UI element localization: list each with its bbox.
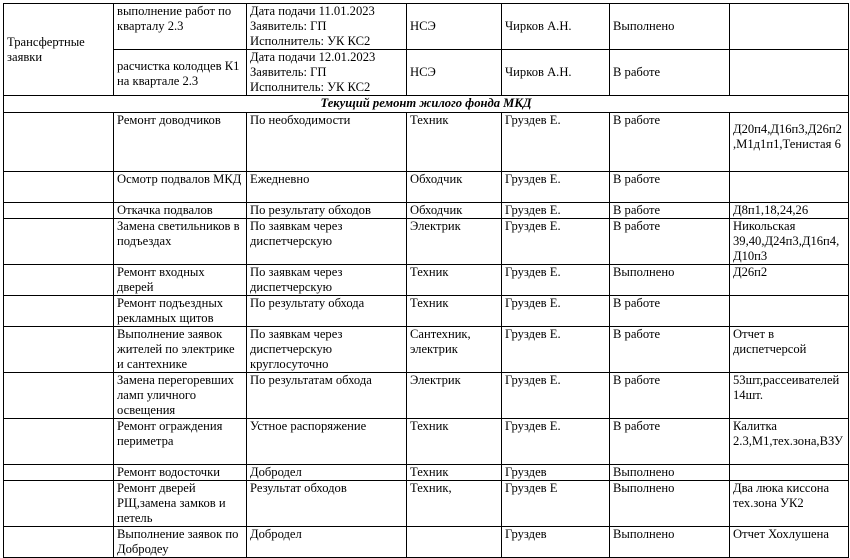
status-cell: В работе (610, 327, 730, 373)
status-cell: В работе (610, 373, 730, 419)
table-row (4, 265, 849, 296)
table-row (4, 219, 849, 265)
category-cell (4, 419, 114, 465)
schedule-cell: По заявкам через диспетчерскую (247, 265, 407, 296)
performer-cell (407, 527, 502, 558)
schedule-cell: По результату обхода (247, 296, 407, 327)
category-cell (4, 265, 114, 296)
category-cell (4, 203, 114, 219)
status-cell: В работе (610, 172, 730, 203)
note-cell: Никольская 39,40,Д24п3,Д16п4,Д10п3 (730, 219, 849, 265)
work-cell: выполнение работ по кварталу 2.3 (114, 4, 247, 50)
note-cell (730, 172, 849, 203)
responsible-cell: Груздев Е. (502, 113, 610, 172)
status-cell: В работе (610, 419, 730, 465)
performer-cell: НСЭ (407, 50, 502, 96)
responsible-cell: Груздев Е (502, 481, 610, 527)
table-row (4, 481, 849, 527)
performer-cell: Техник (407, 265, 502, 296)
note-cell: 53шт,рассеивателей 14шт. (730, 373, 849, 419)
note-cell (730, 465, 849, 481)
note-cell (730, 296, 849, 327)
schedule-cell: По заявкам через диспетчерскую круглосуточно (247, 327, 407, 373)
work-cell: Ремонт ограждения периметра (114, 419, 247, 465)
work-cell: Ремонт подъездных рекламных щитов (114, 296, 247, 327)
note-cell: Отчет Хохлушена (730, 527, 849, 558)
schedule-cell: Добродел (247, 465, 407, 481)
category-cell (4, 327, 114, 373)
status-cell: В работе (610, 50, 730, 96)
status-cell: В работе (610, 296, 730, 327)
category-cell (4, 113, 114, 172)
responsible-cell: Груздев Е. (502, 296, 610, 327)
work-cell: Выполнение заявок жителей по электрике и сантехнике (114, 327, 247, 373)
work-report-table (3, 3, 849, 558)
schedule-cell: По необходимости (247, 113, 407, 172)
performer-cell: Электрик (407, 219, 502, 265)
responsible-cell: Груздев (502, 527, 610, 558)
table-row (4, 527, 849, 558)
note-cell: Калитка 2.3,М1,тех.зона,ВЗУ (730, 419, 849, 465)
performer-cell: Техник (407, 113, 502, 172)
note-cell: Отчет в диспетчерсой (730, 327, 849, 373)
table-row (4, 419, 849, 465)
category-cell (4, 219, 114, 265)
work-cell: Ремонт доводчиков (114, 113, 247, 172)
note-cell: Два люка киссона тех.зона УК2 (730, 481, 849, 527)
note-cell: Д8п1,18,24,26 (730, 203, 849, 219)
work-cell: Замена светильников в подъездах (114, 219, 247, 265)
status-cell: Выполнено (610, 481, 730, 527)
table-row (4, 373, 849, 419)
category-cell (4, 527, 114, 558)
table-row (4, 50, 849, 96)
category-cell (4, 172, 114, 203)
responsible-cell: Чирков А.Н. (502, 4, 610, 50)
status-cell: Выполнено (610, 527, 730, 558)
performer-cell: Обходчик (407, 172, 502, 203)
responsible-cell: Груздев (502, 465, 610, 481)
status-cell: В работе (610, 203, 730, 219)
table-row (4, 4, 849, 50)
table-row (4, 465, 849, 481)
responsible-cell: Груздев Е. (502, 172, 610, 203)
performer-cell: Сантехник, электрик (407, 327, 502, 373)
performer-cell: Техник (407, 419, 502, 465)
section-title-row (4, 96, 849, 113)
note-cell: Д26п2 (730, 265, 849, 296)
work-cell: расчистка колодцев К1 на квартале 2.3 (114, 50, 247, 96)
performer-cell: Обходчик (407, 203, 502, 219)
performer-cell: Техник (407, 296, 502, 327)
note-cell (730, 4, 849, 50)
status-cell: Выполнено (610, 265, 730, 296)
status-cell: В работе (610, 219, 730, 265)
details-cell: Дата подачи 11.01.2023 Заявитель: ГП Исполнитель: УК КС2 (247, 4, 407, 50)
schedule-cell: Ежедневно (247, 172, 407, 203)
performer-cell: Электрик (407, 373, 502, 419)
table-row (4, 113, 849, 172)
performer-cell: Техник (407, 465, 502, 481)
responsible-cell: Груздев Е. (502, 419, 610, 465)
schedule-cell: По результатам обхода (247, 373, 407, 419)
responsible-cell: Груздев Е. (502, 203, 610, 219)
work-cell: Ремонт водосточки (114, 465, 247, 481)
work-cell: Ремонт входных дверей (114, 265, 247, 296)
performer-cell: Техник, (407, 481, 502, 527)
status-cell: Выполнено (610, 4, 730, 50)
status-cell: Выполнено (610, 465, 730, 481)
category-cell (4, 481, 114, 527)
note-cell (730, 50, 849, 96)
details-cell: Дата подачи 12.01.2023 Заявитель: ГП Исполнитель: УК КС2 (247, 50, 407, 96)
category-cell: Трансфертные заявки (4, 4, 114, 96)
responsible-cell: Груздев Е. (502, 265, 610, 296)
category-cell (4, 373, 114, 419)
table-row (4, 203, 849, 219)
work-cell: Выполнение заявок по Добродеу (114, 527, 247, 558)
work-cell: Откачка подвалов (114, 203, 247, 219)
section-title: Текущий ремонт жилого фонда МКД (4, 96, 849, 113)
status-cell: В работе (610, 113, 730, 172)
schedule-cell: Добродел (247, 527, 407, 558)
work-cell: Замена перегоревших ламп уличного освещения (114, 373, 247, 419)
category-cell (4, 296, 114, 327)
responsible-cell: Груздев Е. (502, 219, 610, 265)
table-row (4, 172, 849, 203)
table-row (4, 327, 849, 373)
schedule-cell: По заявкам через диспетчерскую (247, 219, 407, 265)
schedule-cell: Устное распоряжение (247, 419, 407, 465)
responsible-cell: Чирков А.Н. (502, 50, 610, 96)
table-row (4, 296, 849, 327)
schedule-cell: Результат обходов (247, 481, 407, 527)
performer-cell: НСЭ (407, 4, 502, 50)
responsible-cell: Груздев Е. (502, 327, 610, 373)
schedule-cell: По результату обходов (247, 203, 407, 219)
category-cell (4, 465, 114, 481)
note-cell: Д20п4,Д16п3,Д26п2,М1д1п1,Тенистая 6 (730, 113, 849, 172)
responsible-cell: Груздев Е. (502, 373, 610, 419)
work-cell: Ремонт дверей РЩ,замена замков и петель (114, 481, 247, 527)
work-cell: Осмотр подвалов МКД (114, 172, 247, 203)
